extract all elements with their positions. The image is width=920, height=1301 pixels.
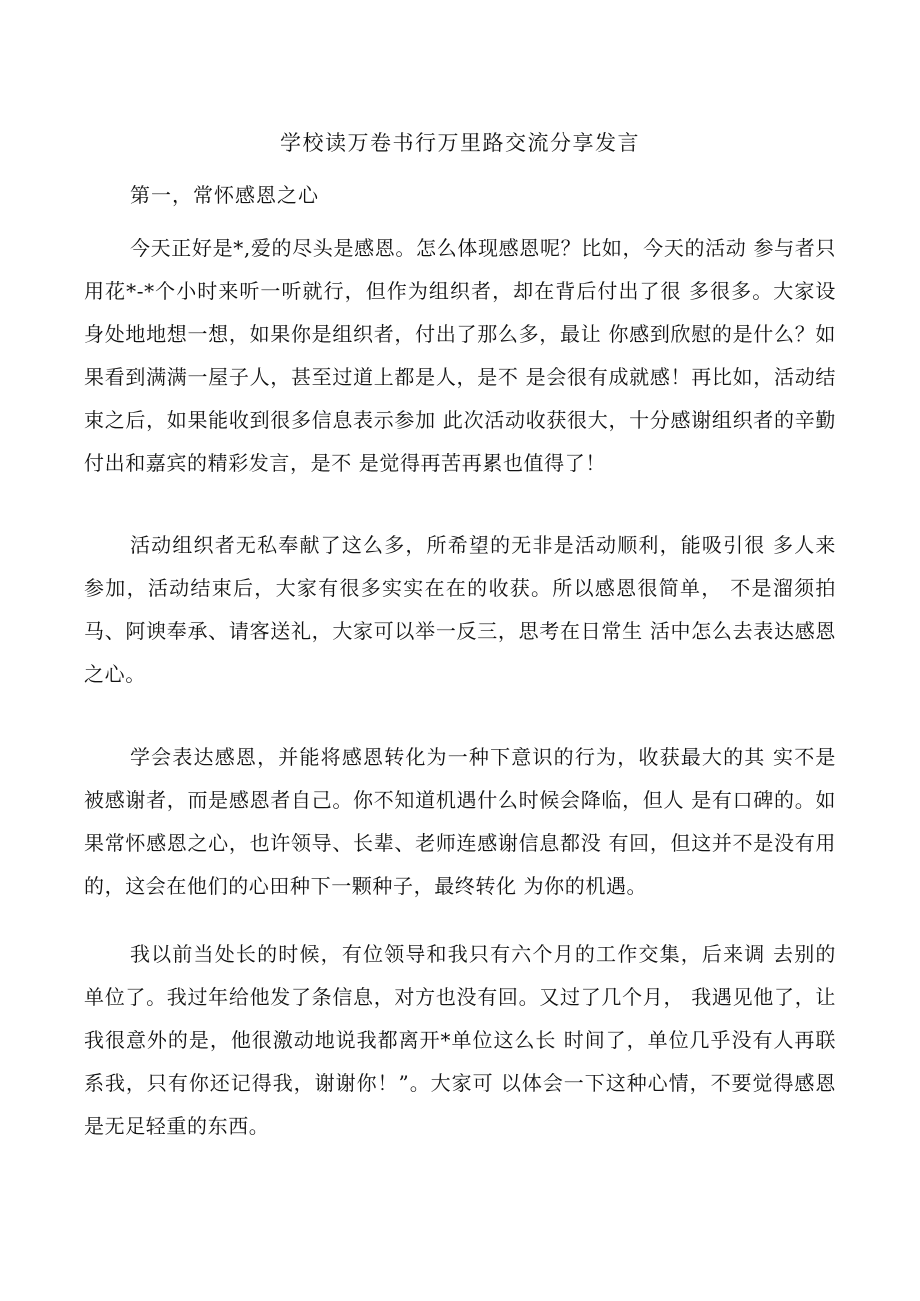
section-heading: 第一，常怀感恩之心 — [130, 183, 319, 207]
paragraph-3: 学会表达感恩，并能将感恩转化为一种下意识的行为，收获最大的其 实不是被感谢者，而是感恩者自己。你不知道机遇什么时候会降临，但人 是有口碑的。如果常怀感恩之心，也许领导、长辈、老师连感谢信息都没 有回，但这并不是没有用的，这会在他们的心田种下一颗种子，最终转化 为你的机遇。 — [84, 745, 836, 898]
paragraph-4: 我以前当处长的时候，有位领导和我只有六个月的工作交集，后来调 去别的单位了。我过年给他发了条信息，对方也没有回。又过了几个月， 我遇见他了，让我很意外的是，他很激动地说我都离开*单位这么长 时间了，单位几乎没有人再联系我，只有你还记得我，谢谢你！”。大家可 以体会一下这种心情，不要觉得感恩是无足轻重的东西。 — [84, 942, 836, 1138]
paragraph-1: 今天正好是*,爱的尽头是感恩。怎么体现感恩呢？比如，今天的活动 参与者只用花*-*个小时来听一听就行，但作为组织者，却在背后付出了很 多很多。大家设身处地地想一想，如果你是组织者，付出了那么多，最让 你感到欣慰的是什么？如果看到满满一屋子人，甚至过道上都是人，是不 是会很有成就感！再比如，活动结束之后，如果能收到很多信息表示参加 此次活动收获很大，十分感谢组织者的辛勤付出和嘉宾的精彩发言，是不 是觉得再苦再累也值得了！ — [84, 236, 836, 475]
document-title: 学校读万卷书行万里路交流分享发言 — [280, 131, 640, 155]
paragraph-2: 活动组织者无私奉献了这么多，所希望的无非是活动顺利，能吸引很 多人来参加，活动结束后，大家有很多实实在在的收获。所以感恩很简单， 不是溜须拍马、阿谀奉承、请客送礼，大家可以举一反三，思考在日常生 活中怎么去表达感恩之心。 — [84, 533, 836, 686]
